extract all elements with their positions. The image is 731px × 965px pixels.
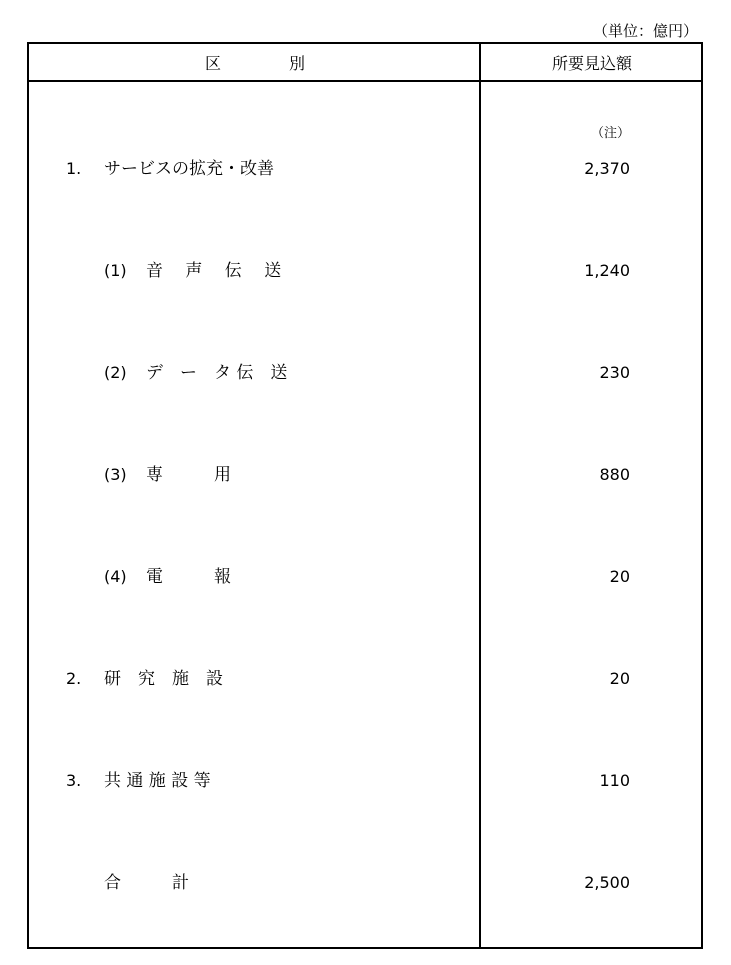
row-label: 専 用 [146, 465, 231, 485]
table-row [0, 260, 731, 282]
table-row [0, 668, 731, 690]
row-number: (3) [104, 465, 127, 484]
row-value: 110 [599, 771, 630, 790]
row-value: 1,240 [584, 261, 630, 280]
table-row [0, 566, 731, 588]
header-amount: 所要見込額 [551, 54, 632, 73]
row-label: 研 究 施 設 [104, 669, 223, 689]
total-label: 合 計 [104, 873, 189, 893]
table-row [0, 158, 731, 180]
table-row [0, 464, 731, 486]
row-label: 共 通 施 設 等 [104, 771, 211, 791]
row-label: 音 声 伝 送 [146, 261, 282, 281]
unit-note: （単位：億円） [592, 22, 698, 40]
total-row [0, 872, 731, 894]
header-category-char: 区 [205, 54, 222, 73]
row-value: 230 [599, 363, 630, 382]
row-value: 20 [609, 669, 630, 688]
row-number: 1. [66, 159, 82, 178]
table-row [0, 362, 731, 384]
row-number: (4) [104, 567, 127, 586]
row-value: 2,370 [584, 159, 630, 178]
row-value: 20 [609, 567, 630, 586]
row-number: 2. [66, 669, 82, 688]
row-number: 3. [66, 771, 82, 790]
row-number: (2) [104, 363, 127, 382]
header-divider [27, 80, 703, 82]
header-category [205, 54, 305, 74]
row-label: デ ー タ 伝 送 [146, 363, 288, 383]
note-mark: （注） [590, 126, 630, 141]
row-label: サービスの拡充・改善 [104, 159, 274, 179]
row-label: 電 報 [146, 567, 231, 587]
total-value: 2,500 [584, 873, 630, 892]
header-category-char: 別 [288, 54, 305, 73]
row-number: (1) [104, 261, 127, 280]
row-value: 880 [599, 465, 630, 484]
table-row [0, 770, 731, 792]
